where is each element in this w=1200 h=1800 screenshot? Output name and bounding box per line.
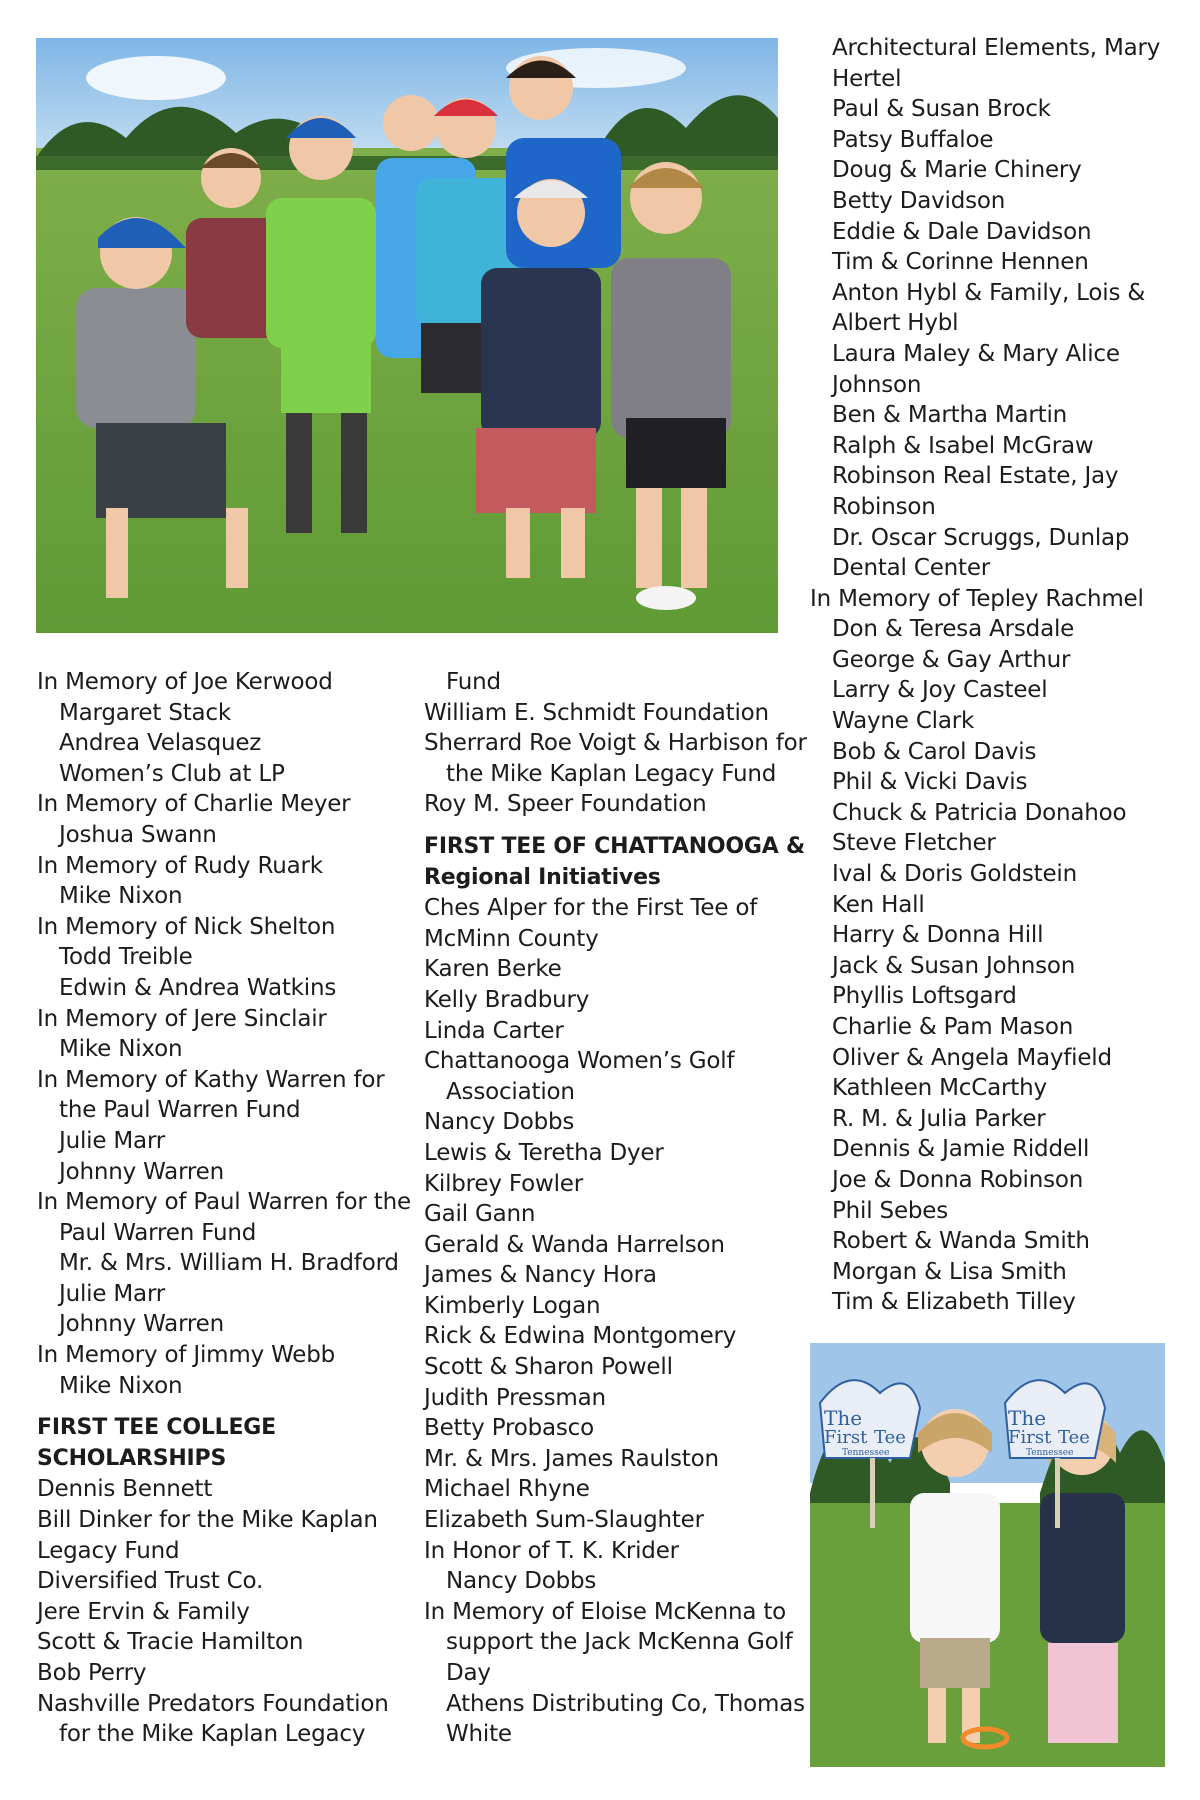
section-heading: FIRST TEE COLLEGE [37,1415,276,1441]
donor-name: Nancy Dobbs [446,1568,597,1595]
donor-name: Anton Hybl & Family, Lois & [832,279,1146,306]
donor-entry: Roy M. Speer Foundation [424,791,707,818]
donor-column-1 [37,667,411,1750]
donor-name: Julie Marr [59,1280,166,1307]
section-heading: Regional Initiatives [424,864,661,890]
donor-name: Charlie & Pam Mason [832,1014,1074,1040]
donor-entry: Mr. & Mrs. James Raulston [424,1445,719,1472]
donor-name: Todd Treible [59,944,193,971]
donor-name: Mike Nixon [59,883,183,910]
donor-entry: Kelly Bradbury [424,986,590,1013]
section-heading: FIRST TEE OF CHATTANOOGA & [424,833,806,859]
donor-name: Dennis & Jamie Riddell [832,1136,1090,1163]
donor-name: Phil & Vicki Davis [832,769,1028,796]
girls-photo [810,1343,1165,1767]
donor-name: George & Gay Arthur [832,646,1071,673]
donor-entry: Dennis Bennett [37,1476,213,1503]
donor-name: Doug & Marie Chinery [832,157,1082,184]
donor-name: Women’s Club at LP [59,760,285,787]
donor-entry: In Honor of T. K. Krider [424,1537,679,1564]
sign-right-word-2: First [1008,1427,1052,1448]
donor-entry: Bob Perry [37,1660,147,1686]
donor-name: Robinson [832,493,936,520]
donor-entry: McMinn County [424,925,599,952]
donor-name: Robert & Wanda Smith [832,1228,1090,1255]
donor-name: Steve Fletcher [832,830,996,857]
donor-name: Jack & Susan Johnson [832,952,1076,979]
donor-name: Ival & Doris Goldstein [832,861,1077,888]
donor-entry: Rick & Edwina Montgomery [424,1323,737,1350]
donor-name: Phil Sebes [832,1197,949,1224]
donor-name: Albert Hybl [832,310,959,337]
sign-left-word-1: The [824,1406,863,1430]
donor-name: Joe & Donna Robinson [832,1166,1084,1193]
donor-name: Margaret Stack [59,699,231,726]
donor-name: Morgan & Lisa Smith [832,1258,1067,1285]
donor-entry: In Memory of Tepley Rachmel [810,585,1144,612]
section-heading: SCHOLARSHIPS [37,1445,227,1471]
section-gap [37,1401,397,1413]
donor-name: Kathleen McCarthy [832,1075,1047,1102]
donor-name: Hertel [832,65,902,92]
donor-entry: Betty Probasco [424,1415,594,1442]
group-photo [36,38,778,633]
donor-entry: Judith Pressman [424,1384,606,1411]
sign-right-word-1: The [1008,1406,1047,1430]
donor-name: Dr. Oscar Scruggs, Dunlap [832,524,1130,551]
donor-name: the Mike Kaplan Legacy Fund [446,760,777,787]
donor-name: Julie Marr [59,1127,166,1154]
sign-right-word-4: Tennessee [1026,1448,1074,1458]
donor-name: R. M. & Julia Parker [832,1105,1046,1132]
donor-name: Joshua Swann [59,821,217,848]
donor-entry: In Memory of Jere Sinclair [37,1005,327,1032]
donor-name: Laura Maley & Mary Alice [832,340,1120,367]
donor-name: support the Jack McKenna Golf [446,1629,793,1656]
donor-entry: In Memory of Eloise McKenna to [424,1598,787,1625]
donor-entry: Scott & Tracie Hamilton [37,1629,304,1656]
donor-entry: In Memory of Paul Warren for the [37,1189,411,1216]
donor-entry: Michael Rhyne [424,1476,590,1503]
donor-entry: In Memory of Kathy Warren for [37,1066,385,1093]
donor-column-2 [424,667,807,1750]
donor-name: Johnny Warren [59,1311,225,1338]
donor-entry: Kimberly Logan [424,1292,601,1319]
donor-name: Mr. & Mrs. William H. Bradford [59,1250,399,1277]
donor-name: Johnny Warren [59,1158,225,1185]
donor-entry: Chattanooga Women’s Golf [424,1048,735,1075]
donor-entry: Elizabeth Sum-Slaughter [424,1507,704,1534]
donor-entry: Ches Alper for the First Tee of [424,895,758,922]
donor-entry: Nancy Dobbs [424,1109,575,1136]
donor-entry: Bill Dinker for the Mike Kaplan [37,1507,378,1534]
donor-entry: Diversified Trust Co. [37,1568,264,1595]
donor-column-3 [810,33,1170,1318]
donor-entry: Karen Berke [424,956,562,983]
section-gap [424,820,794,832]
donor-entry: James & Nancy Hora [424,1262,657,1289]
donor-entry: Kilbrey Fowler [424,1170,583,1197]
donor-name: Betty Davidson [832,187,1006,214]
donor-name: Tim & Corinne Hennen [832,249,1089,276]
donor-name: Bob & Carol Davis [832,738,1037,765]
donor-name: Athens Distributing Co, Thomas [446,1690,805,1717]
donor-entry: Nashville Predators Foundation [37,1690,389,1717]
girls-photo-illustration [810,1343,1165,1767]
donor-entry: In Memory of Rudy Ruark [37,852,323,879]
donor-entry: Legacy Fund [37,1537,180,1564]
donor-entry: In Memory of Nick Shelton [37,913,336,940]
donor-name: Andrea Velasquez [59,730,262,757]
donor-name: Wayne Clark [832,708,975,735]
first-tee-sign-left [820,1380,920,1458]
donor-name: Oliver & Angela Mayfield [832,1044,1112,1071]
sign-right-word-3: Tee [1058,1427,1090,1448]
donor-name: Ralph & Isabel McGraw [832,432,1094,459]
donor-name: Ken Hall [832,891,925,918]
donor-entry: Linda Carter [424,1017,564,1044]
donor-name: Johnson [832,371,922,398]
donor-name: Architectural Elements, Mary [832,35,1161,61]
donor-name: Day [446,1660,491,1686]
donor-entry: Sherrard Roe Voigt & Harbison for [424,730,807,757]
donor-name: Paul & Susan Brock [832,96,1051,123]
donor-name: Dental Center [832,555,991,582]
donor-entry: In Memory of Joe Kerwood [37,669,333,695]
sign-left-word-4: Tennessee [842,1448,890,1458]
first-tee-sign-right [1005,1380,1105,1458]
donor-name: Harry & Donna Hill [832,922,1044,949]
donor-name: White [446,1721,512,1748]
donor-name: Larry & Joy Casteel [832,677,1048,704]
donor-name: Eddie & Dale Davidson [832,218,1092,245]
donor-name: Edwin & Andrea Watkins [59,974,337,1001]
donor-entry: Lewis & Teretha Dyer [424,1139,664,1166]
sign-left-word-2: First [824,1427,868,1448]
donor-name: Mike Nixon [59,1036,183,1063]
donor-entry: Scott & Sharon Powell [424,1354,673,1381]
donor-name: Fund [446,669,501,695]
donor-entry: In Memory of Charlie Meyer [37,791,351,818]
donor-name: Tim & Elizabeth Tilley [832,1289,1076,1316]
donor-name: Ben & Martha Martin [832,402,1068,429]
donor-entry: Jere Ervin & Family [37,1598,250,1625]
donor-name: Mike Nixon [59,1372,183,1399]
donor-name: Patsy Buffaloe [832,126,994,153]
donor-name: Chuck & Patricia Donahoo [832,799,1127,826]
donor-name: Association [446,1078,575,1105]
donor-name: Paul Warren Fund [59,1219,257,1246]
donor-entry: Gail Gann [424,1201,536,1228]
donor-name: Robinson Real Estate, Jay [832,463,1119,490]
donor-name: Phyllis Loftsgard [832,983,1017,1010]
donor-entry: In Memory of Jimmy Webb [37,1342,336,1369]
sign-left-word-3: Tee [874,1427,906,1448]
group-photo-illustration [36,38,778,633]
donor-entry: Gerald & Wanda Harrelson [424,1231,725,1258]
donor-name: the Paul Warren Fund [59,1097,301,1124]
donor-name: for the Mike Kaplan Legacy [59,1721,366,1748]
donor-entry: William E. Schmidt Foundation [424,699,769,726]
donor-name: Don & Teresa Arsdale [832,616,1075,643]
